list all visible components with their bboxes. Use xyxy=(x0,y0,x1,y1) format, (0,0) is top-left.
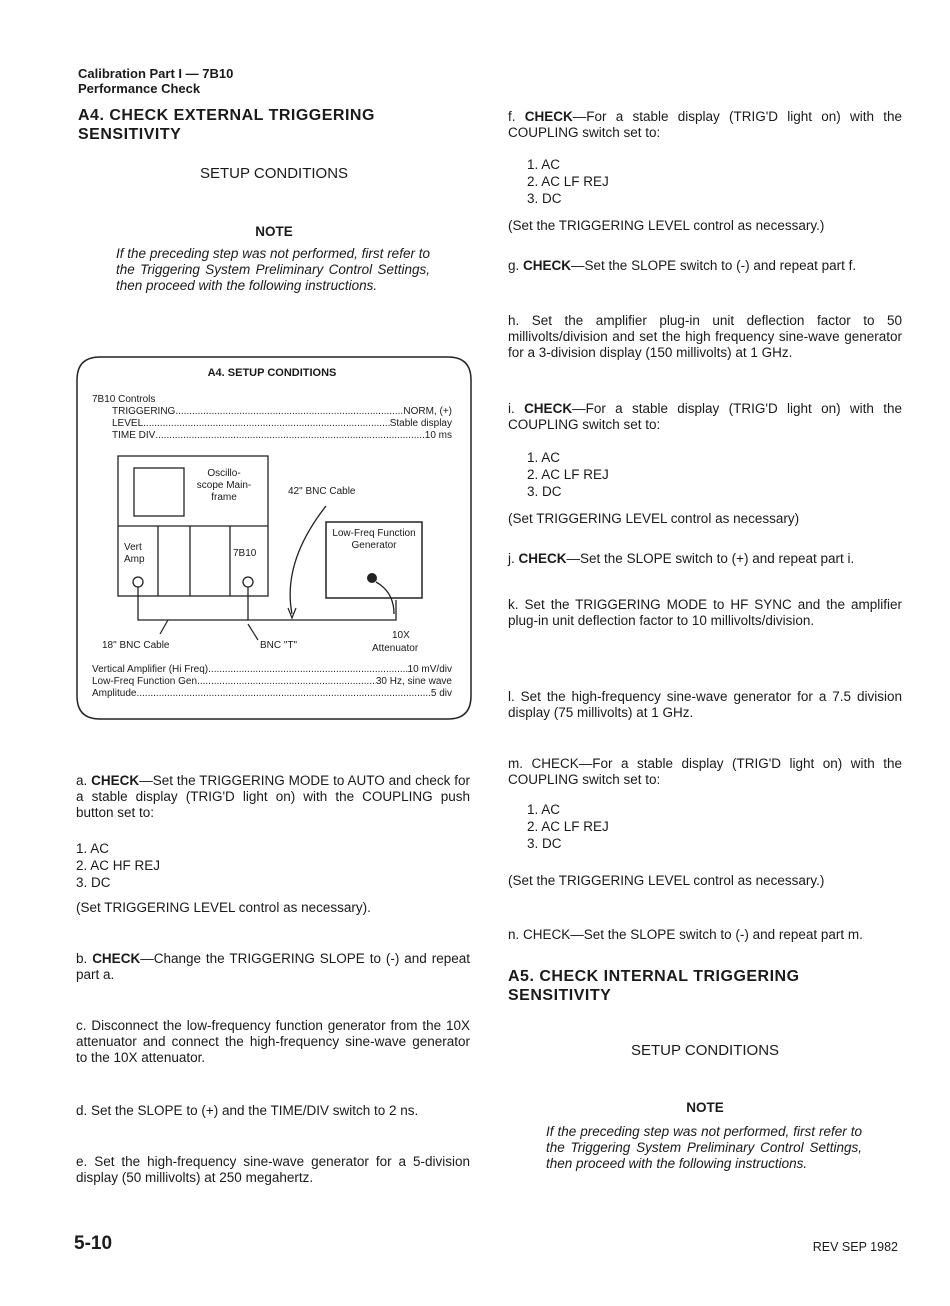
list-item: 1. AC xyxy=(527,157,561,172)
step-h: h. Set the amplifier plug-in unit deflection factor to 50 millivolts/division and set the high frequency sine-wave generator for a 3-division display (150 millivolts) at 1 GHz. xyxy=(508,313,902,360)
attenuator-top-label: 10X xyxy=(392,630,410,641)
list-a xyxy=(76,840,160,891)
note-title: NOTE xyxy=(255,224,293,239)
mainframe-label: Oscillo-scope Main-frame xyxy=(196,468,252,503)
setting-name: Amplitude xyxy=(92,688,137,699)
header-subtitle: Performance Check xyxy=(78,81,201,96)
setting-row xyxy=(92,664,452,676)
list-item: 3. DC xyxy=(527,836,562,851)
list-item: 2. AC HF REJ xyxy=(76,858,161,873)
step-a xyxy=(76,773,470,821)
leader-dots xyxy=(208,664,407,676)
note-title: NOTE xyxy=(686,1100,724,1115)
step-keyword: CHECK xyxy=(518,551,567,566)
running-header xyxy=(78,66,233,96)
list-m xyxy=(527,801,609,852)
leader-dots xyxy=(136,688,430,700)
step-m: m. CHECK—For a stable display (TRIG'D light on) with the COUPLING switch set to: xyxy=(508,756,902,787)
list-item: 1. AC xyxy=(527,450,561,465)
step-n: n. CHECK—Set the SLOPE switch to (-) and repeat part m. xyxy=(508,927,863,942)
control-name: TIME DIV xyxy=(112,430,156,441)
leader-dots xyxy=(175,406,403,418)
control-value: NORM, (+) xyxy=(403,406,452,417)
leader-dots xyxy=(155,430,424,442)
step-b xyxy=(76,951,470,983)
control-value: 10 ms xyxy=(424,430,452,441)
step-keyword: CHECK xyxy=(91,773,140,788)
list-item: 3. DC xyxy=(527,484,562,499)
cable-42-label: 42" BNC Cable xyxy=(288,486,356,497)
plugin-label: 7B10 xyxy=(233,548,257,559)
setting-row xyxy=(92,676,452,688)
controls-title: 7B10 Controls xyxy=(92,394,156,405)
list-item: 3. DC xyxy=(527,191,562,206)
after-a: (Set TRIGGERING LEVEL control as necessary). xyxy=(76,900,371,915)
list-i xyxy=(527,449,609,500)
list-item: 2. AC LF REJ xyxy=(527,467,609,482)
vert-amp-label: Vert Amp xyxy=(124,542,145,565)
control-name: LEVEL xyxy=(112,418,144,429)
list-f xyxy=(527,156,609,207)
setup-conditions-title: SETUP CONDITIONS xyxy=(630,1042,780,1059)
step-keyword: CHECK xyxy=(524,401,573,416)
setup-conditions-title: SETUP CONDITIONS xyxy=(199,165,349,182)
step-keyword: CHECK xyxy=(524,109,573,124)
step-d: d. Set the SLOPE to (+) and the TIME/DIV switch to 2 ns. xyxy=(76,1103,419,1118)
section-heading-a5: A5. CHECK INTERNAL TRIGGERING SENSITIVITY xyxy=(508,968,800,1004)
step-text: —For a stable display (TRIG'D light on) with the COUPLING switch set to: xyxy=(508,109,902,140)
diagram-title: A4. SETUP CONDITIONS xyxy=(207,367,337,379)
step-text: —For a stable display (TRIG'D light on) with the COUPLING switch set to: xyxy=(508,401,902,432)
step-j xyxy=(508,551,902,567)
cable-18-label: 18" BNC Cable xyxy=(102,640,170,651)
step-prefix: j. xyxy=(508,551,519,566)
setting-value: 10 mV/div xyxy=(407,664,452,675)
generator-label: Low-Freq Function Generator xyxy=(332,528,416,551)
step-text: —Set the SLOPE switch to (-) and repeat part f. xyxy=(571,258,857,273)
after-i: (Set TRIGGERING LEVEL control as necessary) xyxy=(508,511,800,526)
step-f xyxy=(508,109,902,141)
control-row xyxy=(92,430,452,442)
step-prefix: b. xyxy=(76,951,93,966)
setting-name: Vertical Amplifier (Hi Freq) xyxy=(92,664,209,675)
control-row xyxy=(92,406,452,418)
control-row xyxy=(92,418,452,430)
leader-dots xyxy=(197,676,376,688)
step-text: —Set the SLOPE switch to (+) and repeat part i. xyxy=(566,551,855,566)
control-value: Stable display xyxy=(389,418,452,429)
step-prefix: g. xyxy=(508,258,524,273)
step-prefix: a. xyxy=(76,773,92,788)
list-item: 3. DC xyxy=(76,875,111,890)
list-item: 1. AC xyxy=(527,802,561,817)
step-e: e. Set the high-frequency sine-wave generator for a 5-division display (50 millivolts) at 250 megahertz. xyxy=(76,1154,470,1185)
control-name: TRIGGERING xyxy=(112,406,176,417)
setting-row xyxy=(92,688,452,700)
setting-name: Low-Freq Function Gen xyxy=(92,676,198,687)
after-f: (Set the TRIGGERING LEVEL control as necessary.) xyxy=(508,218,825,233)
note-text: If the preceding step was not performed, first refer to the Triggering System Preliminary Control Settings, then proceed with the following instructions. xyxy=(546,1124,862,1171)
step-text: —Change the TRIGGERING SLOPE to (-) and repeat part a. xyxy=(76,951,471,982)
step-keyword: CHECK xyxy=(523,258,572,273)
section-heading-a4: A4. CHECK EXTERNAL TRIGGERING SENSITIVITY xyxy=(78,107,375,143)
list-item: 2. AC LF REJ xyxy=(527,819,609,834)
step-g xyxy=(508,258,902,274)
step-prefix: i. xyxy=(508,401,525,416)
note-text: If the preceding step was not performed, first refer to the Triggering System Preliminary Control Settings, then proceed with the following instructions. xyxy=(116,246,430,293)
setting-value: 5 div xyxy=(430,688,452,699)
bnc-t-label: BNC "T" xyxy=(260,640,298,651)
attenuator-label: Attenuator xyxy=(372,643,419,654)
setting-value: 30 Hz, sine wave xyxy=(375,676,452,687)
step-keyword: CHECK xyxy=(92,951,141,966)
step-prefix: f. xyxy=(508,109,525,124)
list-item: 2. AC LF REJ xyxy=(527,174,609,189)
page-number: 5-10 xyxy=(74,1233,113,1254)
setup-diagram xyxy=(76,356,472,720)
step-i xyxy=(508,401,902,433)
controls-block xyxy=(92,394,452,442)
revision-date: REV SEP 1982 xyxy=(812,1240,898,1254)
header-title: Calibration Part I — 7B10 xyxy=(78,66,234,81)
settings-block xyxy=(92,664,452,700)
step-text: —Set the TRIGGERING MODE to AUTO and check for a stable display (TRIG'D light on) with the COUPLING push button set to: xyxy=(76,773,470,820)
list-item: 1. AC xyxy=(76,841,110,856)
after-m: (Set the TRIGGERING LEVEL control as necessary.) xyxy=(508,873,825,888)
step-k: k. Set the TRIGGERING MODE to HF SYNC and the amplifier plug-in unit deflection factor to 10 millivolts/division. xyxy=(508,597,902,628)
leader-dots xyxy=(143,418,390,430)
step-l: l. Set the high-frequency sine-wave generator for a 7.5 division display (75 millivolts) at 1 GHz. xyxy=(508,689,902,720)
step-c: c. Disconnect the low-frequency function generator from the 10X attenuator and connect the high-frequency sine-wave generator to the 10X attenuator. xyxy=(76,1018,470,1065)
